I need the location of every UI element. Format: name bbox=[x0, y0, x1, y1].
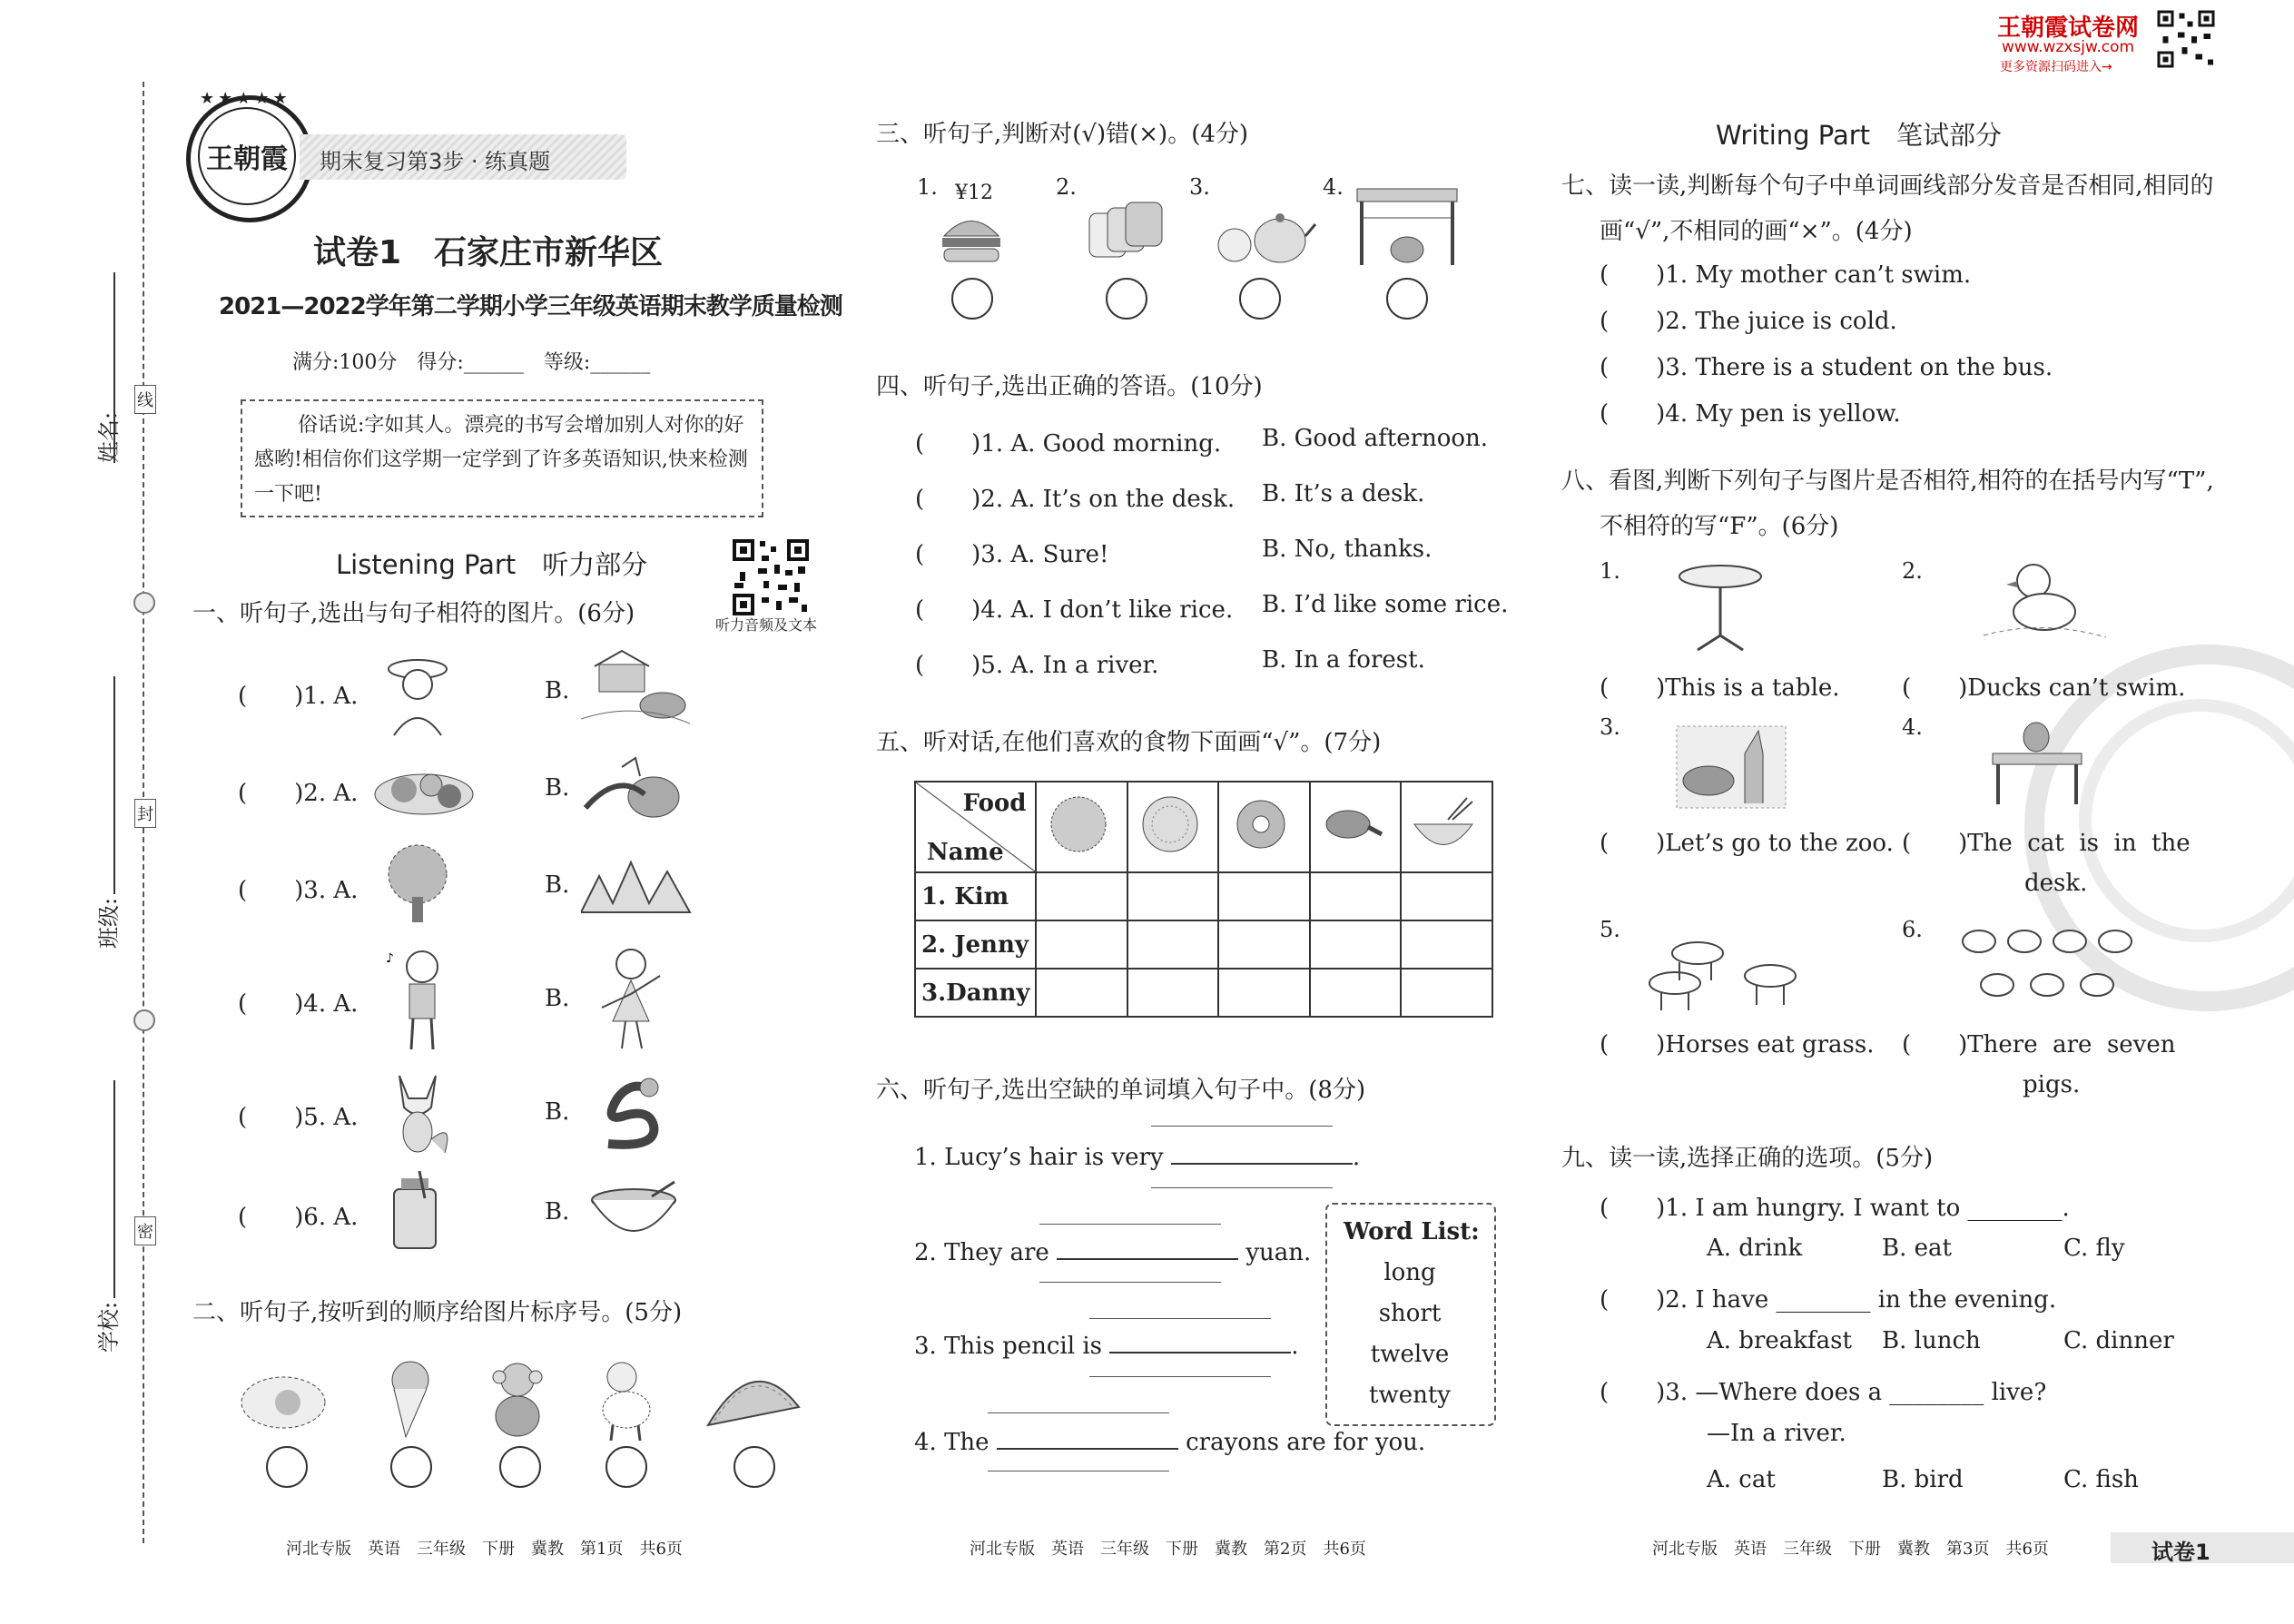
q6-s1-text: 1. Lucy’s hair is very bbox=[914, 1144, 1164, 1171]
name-cell: 1. Kim bbox=[915, 872, 1036, 920]
footer-page-3: 河北专版 英语 三年级 下册 冀教 第3页 共6页 bbox=[1652, 1540, 2049, 1559]
donut-icon bbox=[1225, 792, 1297, 856]
noodles-icon bbox=[1407, 792, 1480, 856]
q8-sentence-continued: pigs. bbox=[2023, 1071, 2081, 1098]
page-title: 试卷1 石家庄市新华区 bbox=[313, 234, 664, 271]
q8-sentence-continued: desk. bbox=[2024, 870, 2088, 897]
monkey-illustration[interactable] bbox=[479, 1357, 556, 1439]
answer-circle[interactable] bbox=[390, 1446, 432, 1488]
name-cell: 2. Jenny bbox=[915, 920, 1036, 969]
student-name-label: 姓名: bbox=[96, 411, 122, 463]
answer-cell[interactable] bbox=[1401, 969, 1492, 1017]
q5-title: 五、听对话,在他们喜欢的食物下面画“√”。(7分) bbox=[876, 729, 1382, 756]
juice-jar-illustration[interactable] bbox=[383, 1171, 447, 1253]
q9-item[interactable]: ( )3. —Where does a ________ live? bbox=[1600, 1379, 2047, 1406]
q1-option-b-label: B. bbox=[545, 677, 570, 704]
q1-option-b-label: B. bbox=[545, 774, 570, 802]
answer-cell[interactable] bbox=[1127, 969, 1219, 1017]
name-cell: 3.Danny bbox=[915, 969, 1036, 1017]
answer-cell[interactable] bbox=[1218, 969, 1310, 1017]
word-list-item: twenty bbox=[1369, 1382, 1451, 1409]
teapot-illustration[interactable] bbox=[1212, 204, 1316, 268]
q4-option-b: B. In a forest. bbox=[1262, 646, 1425, 674]
food-pie-cell bbox=[1127, 782, 1219, 872]
vegetables-illustration[interactable] bbox=[581, 753, 690, 826]
answer-circle[interactable] bbox=[1106, 278, 1147, 320]
student-name-line[interactable] bbox=[113, 272, 115, 463]
q6-sentence-2 bbox=[914, 1239, 1311, 1266]
q4-option-b: B. No, thanks. bbox=[1262, 536, 1433, 563]
pigs-group-illustration[interactable] bbox=[1956, 921, 2138, 1012]
q8-sentence[interactable]: ( )There are seven bbox=[1902, 1031, 2176, 1058]
q6-blank-guide bbox=[1089, 1376, 1271, 1377]
answer-cell[interactable] bbox=[1127, 920, 1219, 969]
q8-num: 1. bbox=[1600, 558, 1620, 584]
answer-cell[interactable] bbox=[1218, 872, 1310, 920]
sheep-illustration[interactable] bbox=[586, 1357, 663, 1443]
school-line[interactable] bbox=[113, 1080, 115, 1298]
q7-item[interactable]: ( )2. The juice is cold. bbox=[1600, 308, 1897, 335]
answer-circle[interactable] bbox=[499, 1446, 541, 1488]
q6-blank-guide bbox=[988, 1412, 1169, 1413]
answer-cell[interactable] bbox=[1036, 920, 1127, 969]
q8-sentence[interactable]: ( )The cat is in the bbox=[1902, 830, 2191, 857]
listening-title: Listening Part 听力部分 bbox=[336, 549, 648, 580]
q4-title: 四、听句子,选出正确的答语。(10分) bbox=[876, 373, 1263, 400]
q6-blank[interactable] bbox=[1109, 1352, 1291, 1353]
binding-hole-icon bbox=[133, 1009, 155, 1031]
pizza-icon bbox=[1042, 792, 1115, 856]
food-name-header-cell bbox=[915, 782, 1036, 872]
food-donut-cell bbox=[1218, 782, 1310, 872]
q8-title: 八、看图,判断下列句子与图片是否相符,相符的在括号内写“T”,不相符的写“F”。(6分) bbox=[1561, 468, 2214, 540]
q9-option[interactable]: A. breakfast bbox=[1707, 1327, 1852, 1354]
q1-option-b-label: B. bbox=[545, 871, 570, 899]
q9-title: 九、读一读,选择正确的选项。(5分) bbox=[1561, 1145, 1934, 1172]
q6-s4-end: crayons are for you. bbox=[1186, 1429, 1426, 1456]
q6-blank-guide bbox=[1039, 1282, 1221, 1283]
answer-circle[interactable] bbox=[1239, 278, 1281, 320]
boy-singing-illustration[interactable] bbox=[386, 944, 454, 1053]
q9-option[interactable]: A. drink bbox=[1707, 1235, 1803, 1262]
q8-sentence[interactable]: ( )Ducks can’t swim. bbox=[1902, 674, 2186, 702]
answer-cell[interactable] bbox=[1310, 920, 1402, 969]
q6-blank-guide bbox=[1039, 1224, 1221, 1225]
horses-illustration[interactable] bbox=[1643, 921, 1825, 1012]
tree-illustration[interactable] bbox=[377, 842, 458, 924]
q7-title: 七、读一读,判断每个句子中单词画线部分发音是否相同,相同的画“√”,不相同的画“×”。(4分) bbox=[1561, 172, 2214, 245]
q9-item-answer-line: —In a river. bbox=[1707, 1420, 1846, 1447]
answer-cell[interactable] bbox=[1310, 969, 1402, 1017]
farm-scene-illustration[interactable] bbox=[581, 646, 690, 728]
class-line[interactable] bbox=[113, 676, 115, 894]
score-line: 满分:100分 得分:______ 等级:______ bbox=[292, 351, 651, 374]
q9-option[interactable]: C. fly bbox=[2063, 1235, 2125, 1262]
food-chicken-cell bbox=[1310, 782, 1402, 872]
q4-item[interactable]: ( )1. A. Good morning. bbox=[915, 430, 1222, 458]
q1-option-b-label: B. bbox=[545, 1198, 570, 1225]
q9-option[interactable]: C. dinner bbox=[2063, 1327, 2174, 1354]
q1-option-b-label: B. bbox=[545, 985, 570, 1012]
q4-item[interactable]: ( )2. A. It’s on the desk. bbox=[915, 486, 1236, 513]
food-table bbox=[914, 781, 1493, 1018]
q3-num: 2. bbox=[1056, 174, 1077, 200]
q6-sentence-4 bbox=[914, 1429, 1425, 1456]
answer-circle[interactable] bbox=[951, 278, 993, 320]
q7-item[interactable]: ( )4. My pen is yellow. bbox=[1600, 400, 1901, 428]
answer-cell[interactable] bbox=[1401, 872, 1492, 920]
q6-blank-guide bbox=[1151, 1126, 1333, 1127]
zoo-animals-illustration[interactable] bbox=[1672, 717, 1790, 812]
answer-cell[interactable] bbox=[1310, 872, 1402, 920]
q1-title: 一、听句子,选出与句子相符的图片。(6分) bbox=[192, 600, 635, 627]
food-pizza-cell bbox=[1036, 782, 1127, 872]
q6-blank-guide bbox=[1151, 1187, 1333, 1188]
answer-cell[interactable] bbox=[1218, 920, 1310, 969]
q9-option[interactable]: B. eat bbox=[1882, 1235, 1952, 1262]
q6-sentence-3 bbox=[914, 1333, 1299, 1360]
q6-blank[interactable] bbox=[1057, 1258, 1238, 1260]
brand-url[interactable]: www.wzxsjw.com bbox=[2002, 38, 2135, 56]
word-list-item: short bbox=[1378, 1300, 1442, 1327]
svg-text:♪: ♪ bbox=[386, 951, 394, 966]
intro-text: 俗话说:字如其人。漂亮的书写会增加别人对你的好感哟!相信你们这学期一定学到了许多英语知识,快来检测一下吧! bbox=[254, 414, 748, 506]
q3-num: 3. bbox=[1189, 174, 1210, 200]
q4-item[interactable]: ( )3. A. Sure! bbox=[915, 541, 1109, 568]
q4-option-b: B. I’d like some rice. bbox=[1262, 591, 1509, 618]
word-list-item: twelve bbox=[1370, 1341, 1450, 1368]
q3-price-tag: ¥12 bbox=[955, 182, 993, 204]
q9-item[interactable]: ( )2. I have ________ in the evening. bbox=[1600, 1286, 2057, 1314]
q6-blank[interactable] bbox=[1171, 1163, 1353, 1165]
q4-item[interactable]: ( )4. A. I don’t like rice. bbox=[915, 596, 1234, 624]
q6-s2-text: 2. They are bbox=[914, 1239, 1049, 1266]
pie-icon bbox=[1134, 792, 1206, 856]
binding-hole-icon bbox=[133, 592, 155, 614]
q8-num: 3. bbox=[1600, 714, 1620, 740]
forest-illustration[interactable] bbox=[581, 853, 694, 917]
q6-s3-text: 3. This pencil is bbox=[914, 1333, 1102, 1360]
q6-sentence-1 bbox=[914, 1144, 1360, 1171]
brand-promo: 更多资源扫码进入→ bbox=[2000, 60, 2112, 74]
q8-sentence[interactable]: ( )This is a table. bbox=[1600, 674, 1840, 702]
watermelon-illustration[interactable] bbox=[704, 1366, 803, 1434]
q3-title: 三、听句子,判断对(√)错(×)。(4分) bbox=[876, 121, 1249, 148]
qr-caption: 听力音频及文本 bbox=[715, 616, 818, 634]
q4-option-b: B. Good afternoon. bbox=[1262, 425, 1489, 452]
q7-item[interactable]: ( )3. There is a student on the bus. bbox=[1600, 354, 2053, 381]
q8-num: 5. bbox=[1600, 917, 1620, 942]
q2-title: 二、听句子,按听到的顺序给图片标序号。(5分) bbox=[192, 1299, 683, 1326]
hamburger-illustration[interactable] bbox=[940, 211, 1003, 270]
school-label: 学校: bbox=[96, 1301, 122, 1353]
q1-item[interactable]: ( )3. A. bbox=[238, 877, 359, 904]
answer-circle[interactable] bbox=[733, 1446, 775, 1488]
banner-text: 期末复习第3步 · 练真题 bbox=[320, 149, 551, 174]
seal-mark-mi: 密 bbox=[134, 1216, 156, 1245]
exam-subtitle: 2021—2022学年第二学期小学三年级英语期末教学质量检测 bbox=[219, 293, 842, 320]
q6-s3-end: . bbox=[1291, 1333, 1299, 1360]
q8-sentence[interactable]: ( )Let’s go to the zoo. bbox=[1600, 830, 1894, 857]
brand-qr-code-icon[interactable] bbox=[2156, 9, 2216, 69]
answer-cell[interactable] bbox=[1127, 872, 1219, 920]
q3-num: 4. bbox=[1323, 174, 1344, 200]
food-header: Food bbox=[962, 790, 1027, 817]
snake-illustration[interactable] bbox=[595, 1071, 672, 1153]
name-header: Name bbox=[927, 839, 1004, 866]
q9-option[interactable]: C. fish bbox=[2063, 1466, 2139, 1493]
ice-cream-illustration[interactable] bbox=[374, 1357, 438, 1439]
q8-num: 6. bbox=[1902, 917, 1923, 942]
farmer-illustration[interactable] bbox=[381, 646, 454, 737]
logo-text: 王朝霞 bbox=[206, 143, 288, 175]
q7-item[interactable]: ( )1. My mother can’t swim. bbox=[1600, 261, 1972, 289]
round-table-illustration[interactable] bbox=[1675, 563, 1766, 654]
answer-cell[interactable] bbox=[1036, 969, 1127, 1017]
duck-illustration[interactable] bbox=[1979, 556, 2111, 646]
fox-illustration[interactable] bbox=[381, 1067, 454, 1157]
q6-s2-end: yuan. bbox=[1245, 1239, 1312, 1266]
q9-option[interactable]: A. cat bbox=[1707, 1466, 1776, 1493]
qr-code-icon[interactable] bbox=[731, 537, 811, 617]
q8-num: 2. bbox=[1902, 558, 1923, 584]
q1-item[interactable]: ( )5. A. bbox=[238, 1104, 359, 1131]
writing-title: Writing Part 笔试部分 bbox=[1716, 120, 2003, 151]
word-list-item: long bbox=[1383, 1259, 1436, 1286]
answer-cell[interactable] bbox=[1036, 872, 1127, 920]
q1-option-b-label: B. bbox=[545, 1098, 570, 1126]
footer-page-2: 河北专版 英语 三年级 下册 冀教 第2页 共6页 bbox=[970, 1540, 1366, 1559]
q4-option-b: B. It’s a desk. bbox=[1262, 480, 1425, 507]
answer-circle[interactable] bbox=[605, 1446, 647, 1488]
girl-dancing-illustration[interactable] bbox=[595, 944, 667, 1053]
seal-mark-feng: 封 bbox=[134, 799, 156, 828]
footer-exam-tag: 试卷1 bbox=[2151, 1540, 2210, 1565]
q1-item[interactable]: ( )1. A. bbox=[238, 683, 359, 710]
class-label: 班级: bbox=[96, 897, 122, 949]
q1-item[interactable]: ( )6. A. bbox=[238, 1204, 359, 1231]
bread-illustration[interactable] bbox=[1080, 195, 1167, 263]
q6-title: 六、听句子,选出空缺的单词填入句子中。(8分) bbox=[876, 1077, 1366, 1104]
q8-sentence[interactable]: ( )Horses eat grass. bbox=[1600, 1031, 1875, 1058]
q6-s4-text: 4. The bbox=[914, 1429, 989, 1456]
answer-circle[interactable] bbox=[1386, 278, 1428, 320]
q9-option[interactable]: B. lunch bbox=[1882, 1327, 1981, 1354]
q8-num: 4. bbox=[1902, 714, 1923, 740]
q6-s1-end: . bbox=[1352, 1144, 1361, 1171]
fried-egg-illustration[interactable] bbox=[238, 1371, 329, 1434]
answer-circle[interactable] bbox=[266, 1446, 308, 1488]
q3-num: 1. bbox=[917, 174, 938, 200]
q9-item[interactable]: ( )1. I am hungry. I want to ________. bbox=[1600, 1195, 2070, 1222]
q1-item[interactable]: ( )2. A. bbox=[238, 780, 359, 807]
seal-mark-xian: 线 bbox=[134, 385, 156, 414]
chicken-leg-icon bbox=[1316, 792, 1389, 856]
q4-item[interactable]: ( )5. A. In a river. bbox=[915, 652, 1159, 679]
answer-cell[interactable] bbox=[1401, 920, 1492, 969]
soup-bowl-illustration[interactable] bbox=[588, 1180, 679, 1244]
food-noodles-cell bbox=[1401, 782, 1492, 872]
cat-on-desk-illustration[interactable] bbox=[1984, 717, 2088, 808]
footer-page-1: 河北专版 英语 三年级 下册 冀教 第1页 共6页 bbox=[286, 1540, 683, 1559]
brand-site-name: 王朝霞试卷网 bbox=[1997, 15, 2140, 42]
word-list-title: Word List: bbox=[1344, 1218, 1480, 1245]
q6-blank[interactable] bbox=[997, 1448, 1178, 1450]
q6-blank-guide bbox=[1089, 1318, 1271, 1319]
desk-cat-illustration[interactable] bbox=[1353, 182, 1462, 268]
q9-option[interactable]: B. bird bbox=[1882, 1466, 1964, 1493]
fruit-plate-illustration[interactable] bbox=[372, 758, 477, 822]
q1-item[interactable]: ( )4. A. bbox=[238, 990, 359, 1018]
logo-stars: ★★★★★ bbox=[200, 89, 291, 108]
